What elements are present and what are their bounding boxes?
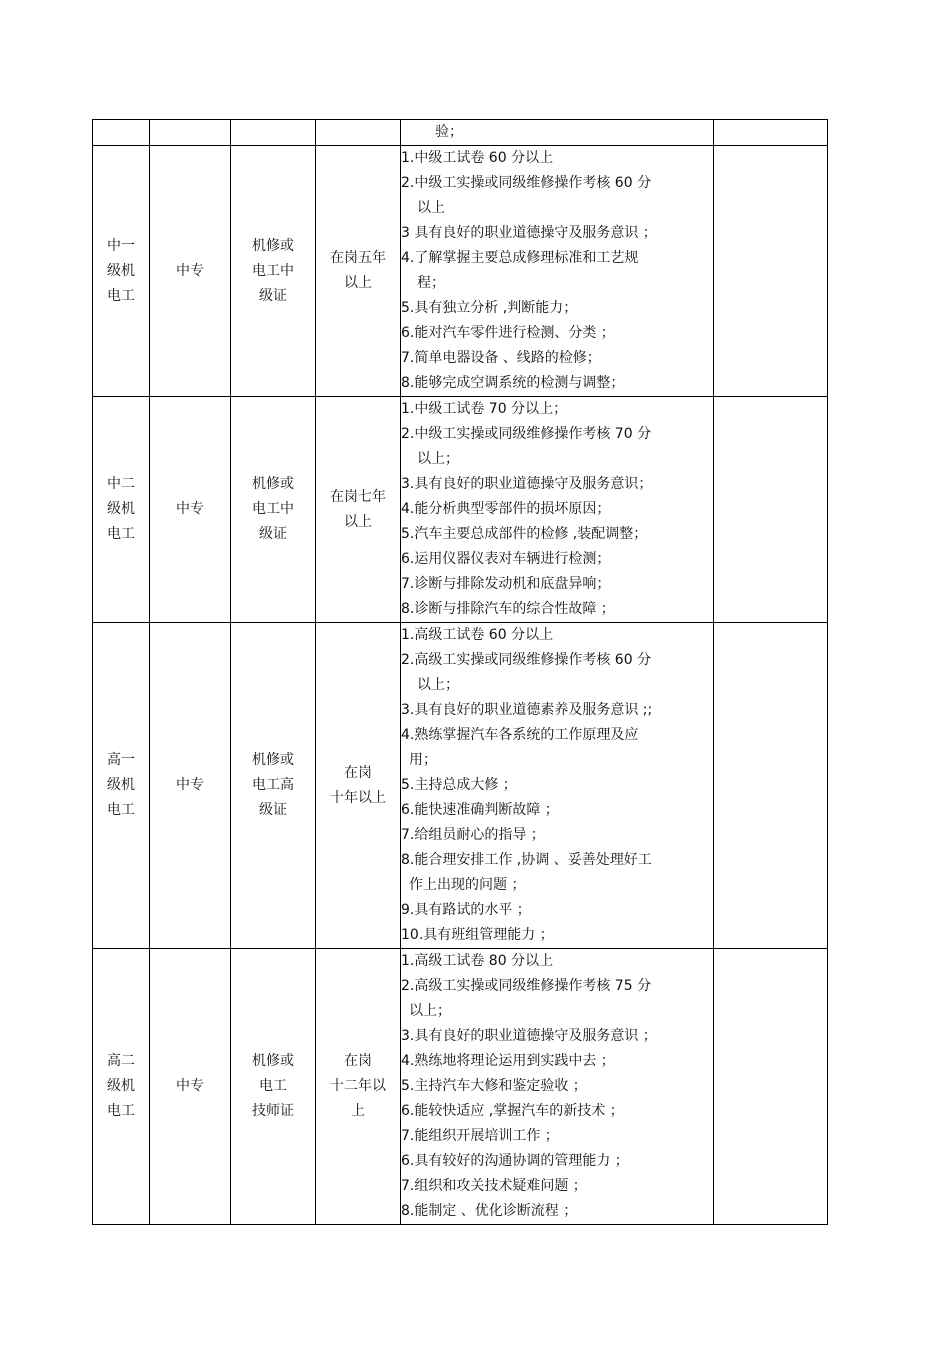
requirements-cell [401, 949, 714, 1225]
requirement-line: 5.具有独立分析 ,判断能力； [401, 300, 578, 316]
requirement-line: 3.具有良好的职业道德操守及服务意识； [401, 476, 653, 492]
requirement-line: 5.主持汽车大修和鉴定验收 ； [401, 1078, 587, 1094]
experience-label: 在岗五年 以上 [330, 250, 386, 291]
requirement-line: 6.能较快适应 ,掌握汽车的新技术 ； [401, 1103, 624, 1119]
requirement-line: 6.运用仪器仪表对车辆进行检测； [401, 551, 611, 567]
requirement-line: 2.高级工实操或同级维修操作考核 60 分 [401, 652, 652, 668]
level-label: 高一 级机 电工 [107, 752, 135, 818]
level-cell [93, 146, 150, 397]
certificate-cell [231, 623, 316, 949]
requirement-line: 6.具有较好的沟通协调的管理能力 ； [401, 1153, 629, 1169]
table-row [93, 949, 828, 1225]
remarks-cell [714, 120, 828, 146]
requirements-cell [401, 146, 714, 397]
requirement-line: 程； [417, 275, 445, 291]
education-cell [150, 120, 231, 146]
requirement-line: 3 具有良好的职业道德操守及服务意识 ； [401, 225, 657, 241]
table-row [93, 146, 828, 397]
level-label: 高二 级机 电工 [107, 1053, 135, 1119]
certificate-cell [231, 949, 316, 1225]
requirement-line: 3.具有良好的职业道德操守及服务意识 ； [401, 1028, 657, 1044]
level-cell [93, 120, 150, 146]
requirement-line: 2.中级工实操或同级维修操作考核 70 分 [401, 426, 652, 442]
experience-cell [316, 120, 401, 146]
requirement-line: 1.中级工试卷 70 分以上； [401, 401, 568, 417]
level-label: 中二 级机 电工 [107, 476, 135, 542]
experience-label: 在岗七年 以上 [330, 488, 386, 530]
requirement-line: 7.能组织开展培训工作 ； [401, 1128, 559, 1144]
requirement-line: 用； [409, 752, 437, 768]
table-row [93, 397, 828, 623]
table-row [93, 623, 828, 949]
experience-label: 在岗 十二年以 上 [330, 1053, 386, 1119]
requirement-line: 以上 [417, 200, 445, 216]
requirement-line: 7.简单电器设备 、线路的检修； [401, 350, 601, 366]
position-requirements-table [92, 119, 828, 1225]
remarks-cell [714, 623, 828, 949]
certificate-label: 机修或 电工 技师证 [252, 1053, 294, 1119]
education-cell: 中专 [150, 146, 231, 397]
experience-cell [316, 146, 401, 397]
level-cell [93, 623, 150, 949]
requirement-line: 以上； [409, 1003, 451, 1019]
requirement-line: 4.熟练地将理论运用到实践中去 ； [401, 1053, 615, 1069]
requirement-line: 3.具有良好的职业道德素养及服务意识 ;; [401, 702, 653, 718]
requirement-line: 10.具有班组管理能力 ； [401, 927, 554, 943]
requirement-line: 验； [435, 124, 463, 140]
table-row-continuation [93, 120, 828, 146]
requirements-cell [401, 120, 714, 146]
remarks-cell [714, 949, 828, 1225]
level-cell [93, 949, 150, 1225]
requirement-line: 6.能快速准确判断故障 ； [401, 802, 559, 818]
experience-cell [316, 949, 401, 1225]
certificate-label: 机修或 电工高 级证 [252, 752, 294, 818]
requirement-line: 1.高级工试卷 80 分以上 [401, 953, 554, 969]
requirement-line: 4.了解掌握主要总成修理标准和工艺规 [401, 250, 639, 266]
requirement-line: 2.中级工实操或同级维修操作考核 60 分 [401, 175, 652, 191]
experience-cell [316, 397, 401, 623]
certificate-cell [231, 397, 316, 623]
requirements-cell [401, 623, 714, 949]
requirement-line: 8.能够完成空调系统的检测与调整； [401, 375, 625, 391]
requirement-line: 8.能制定 、优化诊断流程 ； [401, 1203, 578, 1219]
requirement-line: 7.组织和攻关技术疑难问题 ； [401, 1178, 587, 1194]
certificate-cell [231, 120, 316, 146]
requirement-line: 9.具有路试的水平 ； [401, 902, 531, 918]
remarks-cell [714, 146, 828, 397]
requirement-line: 7.诊断与排除发动机和底盘异响； [401, 576, 611, 592]
education-cell: 中专 [150, 949, 231, 1225]
requirement-line: 4.熟练掌握汽车各系统的工作原理及应 [401, 727, 639, 743]
requirement-line: 6.能对汽车零件进行检测、分类 ； [401, 325, 615, 341]
level-cell [93, 397, 150, 623]
requirement-line: 8.能合理安排工作 ,协调 、妥善处理好工 [401, 852, 652, 868]
requirement-line: 1.高级工试卷 60 分以上 [401, 627, 554, 643]
certificate-label: 机修或 电工中 级证 [252, 476, 294, 542]
requirement-line: 以上； [417, 677, 459, 693]
requirement-line: 5.主持总成大修 ； [401, 777, 517, 793]
requirement-line: 1.中级工试卷 60 分以上 [401, 150, 554, 166]
requirements-cell [401, 397, 714, 623]
requirement-line: 4.能分析典型零部件的损坏原因； [401, 501, 611, 517]
requirement-line: 7.给组员耐心的指导 ； [401, 827, 545, 843]
requirement-line: 作上出现的问题 ； [409, 877, 526, 893]
requirement-line: 2.高级工实操或同级维修操作考核 75 分 [401, 978, 652, 994]
requirement-line: 8.诊断与排除汽车的综合性故障 ； [401, 601, 615, 617]
certificate-label: 机修或 电工中 级证 [252, 237, 294, 304]
remarks-cell [714, 397, 828, 623]
requirement-line: 5.汽车主要总成部件的检修 ,装配调整； [401, 526, 648, 542]
experience-label: 在岗 十年以上 [330, 764, 386, 806]
education-cell: 中专 [150, 397, 231, 623]
education-cell: 中专 [150, 623, 231, 949]
requirement-line: 以上； [417, 451, 459, 467]
certificate-cell [231, 146, 316, 397]
experience-cell [316, 623, 401, 949]
level-label: 中一 级机 电工 [107, 237, 135, 304]
